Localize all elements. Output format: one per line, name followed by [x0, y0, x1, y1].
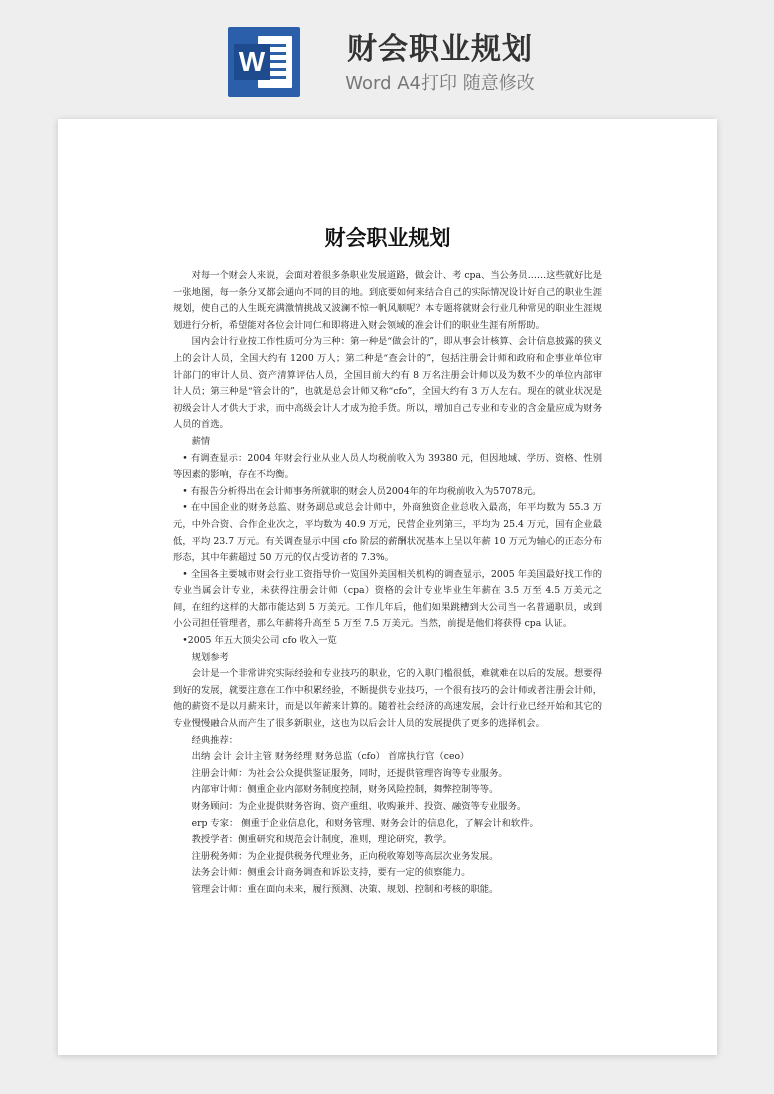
paragraph-planning: 会计是一个非常讲究实际经验和专业技巧的职业，它的入职门槛很低，难就难在以后的发展。想要得到好的发展，就要注意在工作中积累经验，不断提供专业技巧，一个很有技巧的会计师或者注册会计师，他的薪资不是以月薪来计，而是以年薪来计算的。随着社会经济的高速发展，会计行业已经开始和其它的专业慢慢融合从而产生了很多新职业，这也为以后会计人员的发展提供了更多的选择机会。	[173, 668, 602, 730]
bullet-cfo-salary: • 在中国企业的财务总监、财务副总或总会计师中，外商独资企业总收入最高，年平均数为 55.3 万元，中外合资、合作企业次之，平均数为 40.9 万元，民营企业列第三，平均为 25.4 万元，国有企业最低，平均 23.7 万元。有关调查显示中国 cfo 阶层的薪酬状况基本上呈以年薪 10 万元为轴心的正态分布形态，其中年薪超过 50 万元的仅占受访者的 7.3%。	[173, 502, 602, 564]
section-heading-planning: 规划参考	[191, 651, 229, 663]
section-heading-salary: 薪情	[191, 435, 211, 447]
document-body	[173, 268, 602, 899]
bullet-survey-2004: • 有调查显示：2004 年财会行业从业人员人均税前收入为 39380 元，但因地域、学历、资格、性别等因素的影响，存在不均衡。	[173, 452, 602, 481]
role-management-accountant: 管理会计师：重在面向未来，履行预测、决策、规划、控制和考核的职能。	[191, 883, 499, 895]
role-professor: 教授学者：侧重研究和规范会计制度，准则，理论研究，教学。	[191, 834, 452, 846]
bullet-us-salary: • 全国各主要城市财会行业工资指导价一览国外美国相关机构的调查显示，2005 年美国最好找工作的专业当属会计专业，未获得注册会计师（cpa）资格的会计专业毕业生年薪在 3.5 万至 4.5 万美元之间，在纽约这样的大都市能达到 5 万美元。工作几年后，他们如果跳槽到大公司当一名普通职员，或到小公司担任管理者，那么年薪将升高至 5 万至 7.5 万美元。当然，前提是他们将获得 cpa 认证。	[173, 568, 602, 630]
role-tax-agent: 注册税务师：为企业提供税务代理业务，正向税收筹划等高层次业务发展。	[191, 850, 499, 862]
paragraph-intro: 对每一个财会人来说，会面对着很多条职业发展道路，做会计、考 cpa、当公务员……这些就好比是一张地图，每一条分叉都会通向不同的目的地。到底要如何来结合自己的实际情况设计好自己的职业生涯规划，使自己的人生既充满激情挑战又波澜不惊一帆风顺呢？本专题将就财会行业几种常见的职业生涯规划进行分析，希望能对各位会计同仁和即将进入财会领域的准会计们的职业生涯有所帮助。	[173, 270, 602, 331]
document-page	[58, 119, 717, 1055]
banner-title: 财会职业规划	[347, 32, 533, 67]
bullet-top-five-cfo: •2005 年五大顶尖公司 cfo 收入一览	[182, 635, 337, 647]
role-cpa: 注册会计师：为社会公众提供鉴证服务，同时，还提供管理咨询等专业服务。	[191, 767, 508, 779]
bullet-firm-income: • 有报告分析得出在会计师事务所就职的财会人员2004年的年均税前收入为57078元。	[182, 485, 542, 497]
role-internal-auditor: 内部审计师：侧重企业内部财务制度控制，财务风险控制，舞弊控制等等。	[191, 784, 499, 796]
role-forensic-accountant: 法务会计师：侧重会计商务调查和诉讼支持，要有一定的侦察能力。	[191, 867, 471, 879]
paragraph-industry-types: 国内会计行业按工作性质可分为三种：第一种是“做会计的”，即从事会计核算、会计信息披露的狭义上的会计人员，全国大约有 1200 万人；第二种是“查会计的”，包括注册会计师和政府和企事业单位审计部门的审计人员、资产清算评估人员，全国目前大约有 8 万名注册会计师以及为数不少的单位内部审计人员；第三种是“管会计的”，也就是总会计师又称“cfo”，全国大约有 3 万人左右。现在的就业状况是初级会计人才供大于求，而中高级会计人才成为抢手货。所以，增加自己专业和专业的含金量应成为财务人员的首选。	[173, 336, 602, 431]
section-heading-recommend: 经典推荐：	[191, 734, 239, 746]
role-erp-expert: erp 专家： 侧重于企业信息化，和财务管理、财务会计的信息化，了解会计和软件。	[191, 817, 539, 829]
preview-banner	[0, 0, 774, 118]
career-path-line: 出纳 会计 会计主管 财务经理 财务总监（cfo） 首席执行官（ceo）	[191, 751, 470, 763]
word-document-icon	[228, 27, 300, 97]
word-letter-badge: W	[234, 44, 270, 80]
banner-subtitle: Word A4打印 随意修改	[345, 73, 535, 94]
document-title: 财会职业规划	[324, 226, 451, 250]
role-financial-advisor: 财务顾问：为企业提供财务咨询、资产重组、收购兼并、投资、融资等专业服务。	[191, 801, 527, 812]
